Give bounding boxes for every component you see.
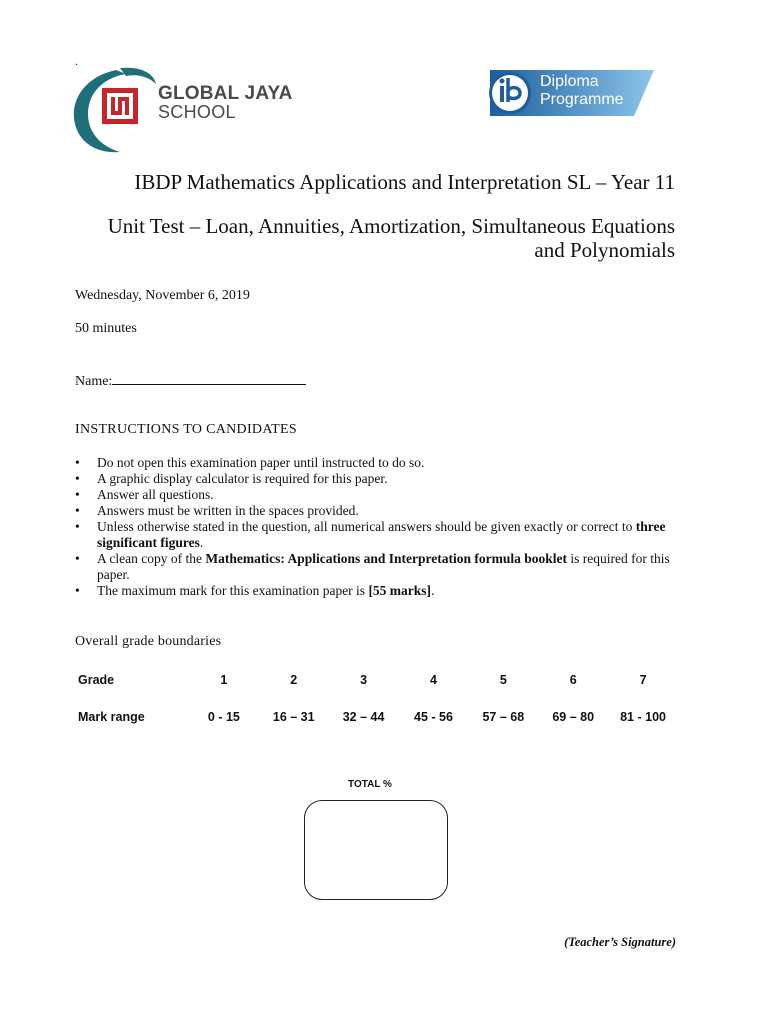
mark-range-cell: 81 - 100	[620, 710, 666, 724]
instruction-text-end: is required for this paper.	[97, 551, 670, 582]
exam-date: Wednesday, November 6, 2019	[75, 288, 250, 303]
grade-row	[78, 666, 678, 693]
instruction-text: A graphic display calculator is required for this paper.	[97, 471, 388, 486]
grade-cell: 3	[360, 672, 368, 687]
mark-range-label: Mark range	[78, 710, 145, 724]
school-name-line1: GLOBAL JAYA	[158, 83, 293, 104]
teacher-signature-label: (Teacher’s Signature)	[564, 935, 676, 949]
mark-range-cell: 45 - 56	[414, 710, 453, 724]
mark-range-cell: 0 - 15	[207, 710, 240, 724]
name-blank-line	[112, 371, 306, 385]
bullet: •	[75, 519, 80, 534]
school-name-line2: SCHOOL	[158, 102, 236, 122]
instruction-item	[75, 519, 675, 551]
instruction-item	[75, 503, 675, 519]
total-percent-box	[304, 800, 448, 900]
name-field	[75, 371, 306, 390]
instruction-text-end: .	[199, 535, 204, 550]
bullet: •	[75, 455, 80, 470]
grade-cell: 4	[429, 672, 437, 687]
mark-range-cell: 57 – 68	[482, 710, 525, 724]
total-percent-label: TOTAL %	[348, 779, 392, 790]
instruction-text: Answer all questions.	[97, 487, 214, 502]
mark-range-cell: 32 – 44	[342, 710, 385, 724]
name-label: Name:	[75, 374, 113, 389]
test-title: Unit Test – Loan, Annuities, Amortization, Simultaneous Equations and Polynomials	[107, 214, 675, 262]
instruction-text: The maximum mark for this examination paper is	[97, 583, 369, 598]
mark-range-cell: 16 – 31	[272, 710, 315, 724]
school-name	[158, 84, 293, 122]
bullet: •	[75, 503, 80, 518]
mark-range-row	[78, 693, 678, 741]
bullet: •	[75, 487, 80, 502]
grade-cell: 7	[639, 672, 647, 687]
ib-line1: Diploma	[540, 73, 599, 90]
grade-cell: 5	[499, 672, 507, 687]
grade-cell: 2	[290, 672, 298, 687]
instruction-item	[75, 551, 675, 583]
instruction-text: A clean copy of the	[97, 551, 206, 566]
instruction-text: Unless otherwise stated in the question, all numerical answers should be given exactly or correct to	[97, 519, 636, 534]
instruction-item	[75, 583, 675, 599]
instructions-list	[75, 455, 675, 599]
instruction-item	[75, 487, 675, 503]
course-title: IBDP Mathematics Applications and Interpretation SL – Year 11	[134, 170, 675, 194]
instruction-bold: [55 marks]	[368, 583, 432, 598]
page-dot: .	[75, 54, 78, 68]
instruction-text: Do not open this examination paper until instructed to do so.	[97, 455, 425, 470]
grade-boundaries-heading: Overall grade boundaries	[75, 634, 222, 649]
instruction-text-end: .	[431, 583, 435, 598]
instruction-bold: three significant figures	[97, 519, 666, 550]
bullet: •	[75, 583, 80, 598]
instruction-item	[75, 455, 675, 471]
ib-line2: Programme	[540, 91, 624, 108]
mark-range-cell: 69 – 80	[552, 710, 595, 724]
instruction-bold: Mathematics: Applications and Interpretation formula booklet	[205, 551, 567, 566]
instruction-text: Answers must be written in the spaces provided.	[97, 503, 359, 518]
grade-cell: 6	[569, 672, 577, 687]
grade-boundaries-table	[78, 666, 678, 741]
grade-cell: 1	[220, 672, 228, 687]
instructions-heading: INSTRUCTIONS TO CANDIDATES	[75, 422, 297, 437]
instruction-item	[75, 471, 675, 487]
ib-programme-name	[540, 73, 624, 109]
exam-duration: 50 minutes	[75, 321, 137, 336]
grade-label: Grade	[78, 672, 115, 687]
bullet: •	[75, 471, 80, 486]
bullet: •	[75, 551, 80, 566]
